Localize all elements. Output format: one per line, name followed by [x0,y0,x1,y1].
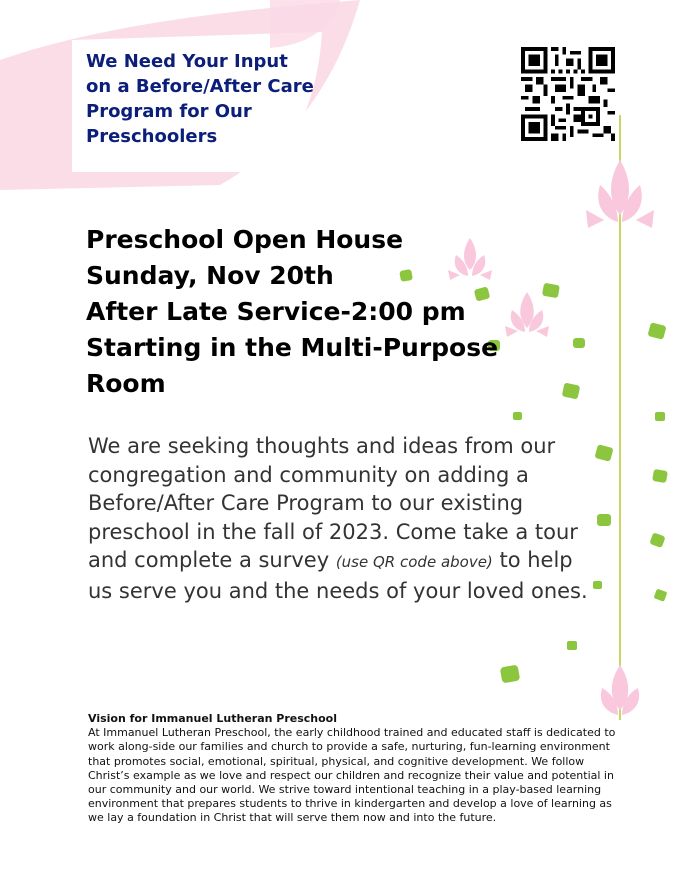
event-date: Sunday, Nov 20th [86,261,334,290]
header-title-line: We Need Your Input [86,51,288,72]
header-title-line: Program for Our [86,101,252,122]
event-location: Starting in the Multi-Purpose [86,333,499,362]
vision-section [88,712,628,826]
vision-text: At Immanuel Lutheran Preschool, the early childhood trained and educated staff is dedicated to work along-side our families and church to provide a safe, nurturing, fun-learning environment that promotes social, emotional, spiritual, physical, and cognitive development. We follow Christ’s example as we love and respect our children and recognize their value and potential in our community and our world. We strive toward intentional teaching in a play-based learning environment that prepares students to thrive in kindergarten and develop a love of learning as we lay a foundation in Christ that will serve them now and into the future. [88,726,616,825]
event-time: After Late Service-2:00 pm [86,297,466,326]
header-title-line: Preschoolers [86,126,218,147]
vision-title: Vision for Immanuel Lutheran Preschool [88,712,338,725]
event-details [86,222,526,402]
body-paragraph [88,432,588,605]
body-text-end: to help us serve you and the needs of your loved ones. [88,548,588,603]
event-location-cont: Room [86,369,166,398]
qr-code [521,47,615,141]
header-title [86,49,336,149]
event-title: Preschool Open House [86,225,404,254]
header-title-line: on a Before/After Care [86,76,314,97]
qr-note: (use QR code above) [335,553,493,571]
lotus-flower-bottom [601,665,639,715]
body-text-start: We are seeking thoughts and ideas from our congregation and community on adding a Before/After Care Program to our existing preschool in the fall of 2023. Come take a tour and complete a survey [88,434,578,572]
